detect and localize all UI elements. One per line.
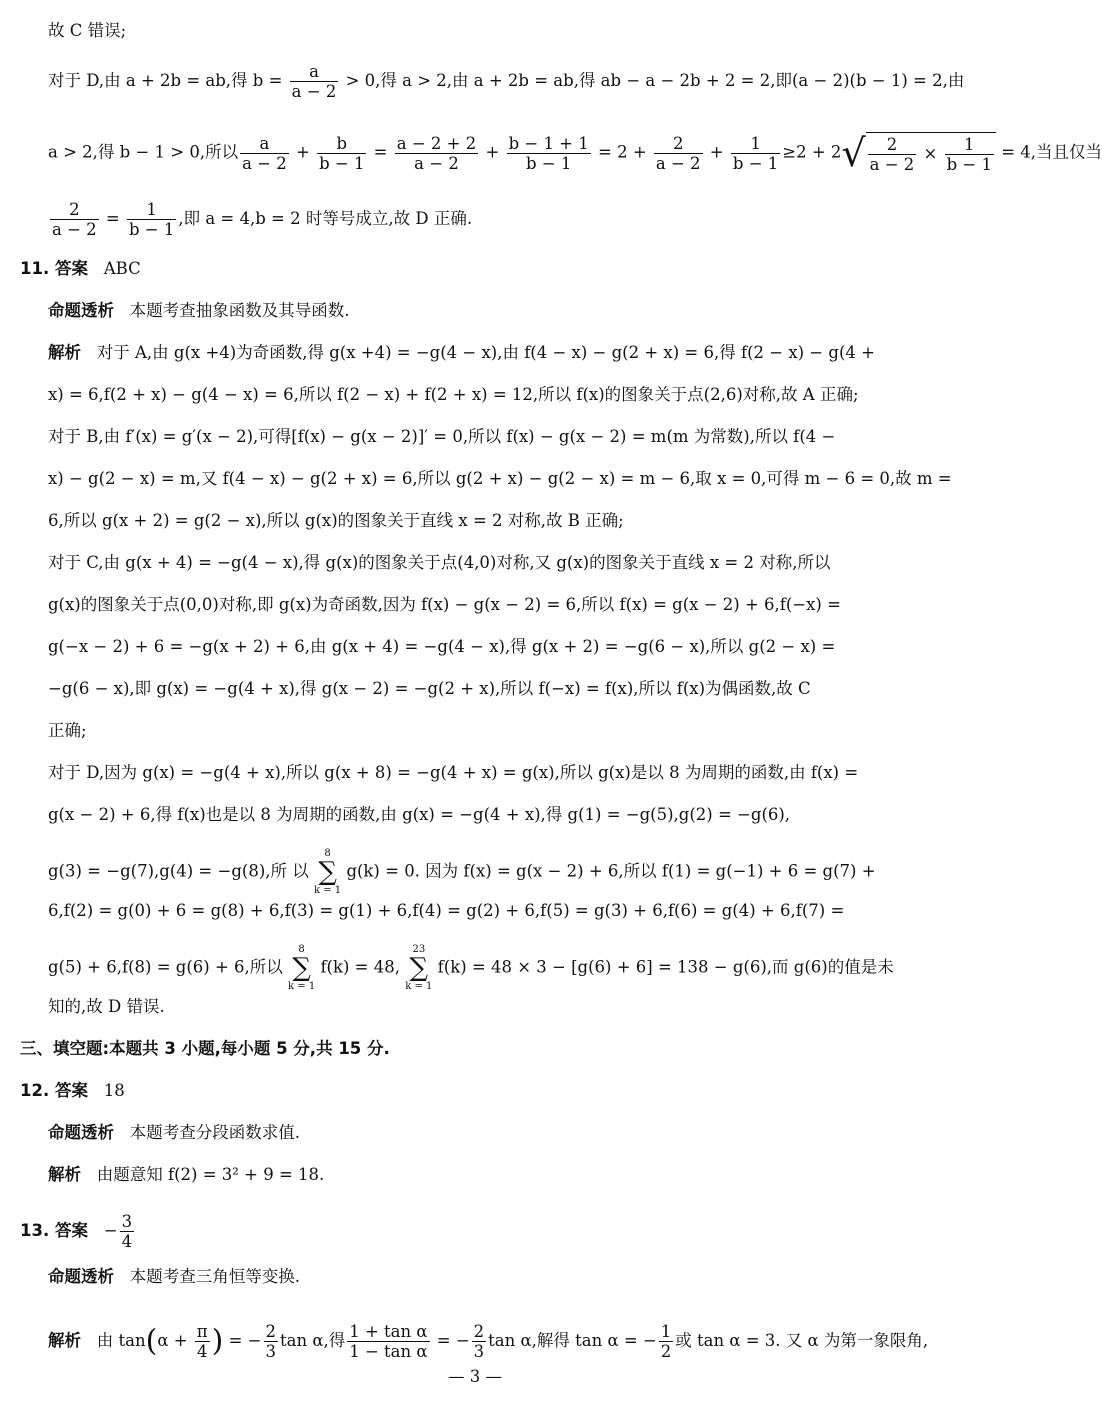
text-line: 对于 C,由 g(x + 4) = −g(4 − x),得 g(x)的图象关于点(4,0)对称,又 g(x)的图象关于直线 x = 2 对称,所以 [48, 553, 831, 572]
text-line: 命题透析 本题考查三角恒等变换. [48, 1267, 300, 1286]
summation: 8 ∑ k = 1 [288, 944, 316, 992]
text-line: 正确; [48, 721, 87, 740]
text-line: x) = 6,f(2 + x) − g(4 − x) = 6,所以 f(2 − x) + f(2 + x) = 12,所以 f(x)的图象关于点(2,6)对称,故 A 正确; [48, 385, 859, 404]
text-line: g(x)的图象关于点(0,0)对称,即 g(x)为奇函数,因为 f(x) − g(x − 2) = 6,所以 f(x) = g(x − 2) + 6,f(−x) = [48, 595, 841, 614]
text-line: 解析 对于 A,由 g(x +4)为奇函数,得 g(x +4) = −g(4 − x),由 f(4 − x) − g(2 + x) = 6,得 f(2 − x) − g(4 + [48, 343, 875, 362]
text-line: 6,f(2) = g(0) + 6 = g(8) + 6,f(3) = g(1) + 6,f(4) = g(2) + 6,f(5) = g(3) + 6,f(6) = g(4) + 6,f(7) = [48, 901, 845, 920]
text-line: 故 C 错误; [48, 21, 127, 40]
summation: 8 ∑ k = 1 [314, 848, 342, 896]
fraction: $\frac{a}{a - 2}$ [291, 62, 337, 101]
text-line: g(5) + 6,f(8) = g(6) + 6,所以 8 ∑ k = 1 f(k) = 48, 23 ∑ k = 1 f(k) = 48 × 3 − [g(6) + 6] = 138 − g(6),而 g(6)的值是未 [48, 944, 894, 992]
text-line: g(x − 2) + 6,得 f(x)也是以 8 为周期的函数,由 g(x) = −g(4 + x),得 g(1) = −g(5),g(2) = −g(6), [48, 805, 791, 824]
text-line: 对于 B,由 f′(x) = g′(x − 2),可得[f(x) − g(x − 2)]′ = 0,所以 f(x) − g(x − 2) = m(m 为常数),所以 f(4 − [48, 427, 836, 446]
section-heading: 三、填空题:本题共 3 小题,每小题 5 分,共 15 分. [20, 1039, 390, 1058]
answer-line: 13. 答案 − $\frac{3}{4}$ [20, 1212, 133, 1251]
page-number: — 3 — [448, 1367, 502, 1386]
text-line: 知的,故 D 错误. [48, 997, 165, 1016]
text-line: −g(6 − x),即 g(x) = −g(4 + x),得 g(x − 2) = −g(2 + x),所以 f(−x) = f(x),所以 f(x)为偶函数,故 C [48, 679, 811, 698]
answer-line: 11. 答案 ABC [20, 259, 141, 278]
text-line: x) − g(2 − x) = m,又 f(4 − x) − g(2 + x) = 6,所以 g(2 + x) − g(2 − x) = m − 6,取 x = 0,可得 m − 6 = 0,故 m = [48, 469, 952, 488]
text-line: 命题透析 本题考查抽象函数及其导函数. [48, 301, 350, 320]
answer-line: 12. 答案 18 [20, 1081, 125, 1100]
text-line: 命题透析 本题考查分段函数求值. [48, 1123, 300, 1142]
text-line: 解析 由题意知 f(2) = 3² + 9 = 18. [48, 1165, 325, 1184]
text-line: $\frac{2}{a - 2}$ = $\frac{1}{b - 1}$ ,即 a = 4,b = 2 时等号成立,故 D 正确. [52, 200, 473, 239]
text-line: 解析 由 tan(α + $\frac{\pi}{4}$ ) = − $\frac{2}{3}$ tan α,得 $\frac{\text{1 + tan α}}{\text{1 − tan α}}$ = − $\frac{2}{3}$ tan α,解得 tan α = − $\frac{1}{2}$ 或 tan α = 3. 又 α 为第一象限角, [48, 1322, 929, 1361]
text-line: 对于 D,由 a + 2b = ab,得 b = $\frac{a}{a - 2}$ > 0,得 a > 2,由 a + 2b = ab,得 ab − a − 2b + 2 = 2,即(a − 2)(b − 1) = 2,由 [48, 62, 965, 101]
summation: 23 ∑ k = 1 [405, 944, 433, 992]
text-line: g(3) = −g(7),g(4) = −g(8),所 以 8 ∑ k = 1 g(k) = 0. 因为 f(x) = g(x − 2) + 6,所以 f(1) = g(−1) + 6 = g(7) + [48, 848, 876, 896]
text-line: a > 2,得 b − 1 > 0,所以 $\frac{a}{a - 2}$ + $\frac{b}{b - 1}$ = $\frac{a - 2 + 2}{a - 2}$ + $\frac{b - 1 + 1}{b - 1}$ = 2 + $\frac{2}{a - 2}$ + $\frac{1}{b - 1}$ ≥2 + 2√ $\frac{2}{a - 2}$ × $\frac{1}{b - 1}$ = 4,当且仅当 [48, 131, 1102, 175]
text-line: 6,所以 g(x + 2) = g(2 − x),所以 g(x)的图象关于直线 x = 2 对称,故 B 正确; [48, 511, 624, 530]
text-line: 对于 D,因为 g(x) = −g(4 + x),所以 g(x + 8) = −g(4 + x) = g(x),所以 g(x)是以 8 为周期的函数,由 f(x) = [48, 763, 859, 782]
text-line: g(−x − 2) + 6 = −g(x + 2) + 6,由 g(x + 4) = −g(4 − x),得 g(x + 2) = −g(6 − x),所以 g(2 − x) = [48, 637, 836, 656]
